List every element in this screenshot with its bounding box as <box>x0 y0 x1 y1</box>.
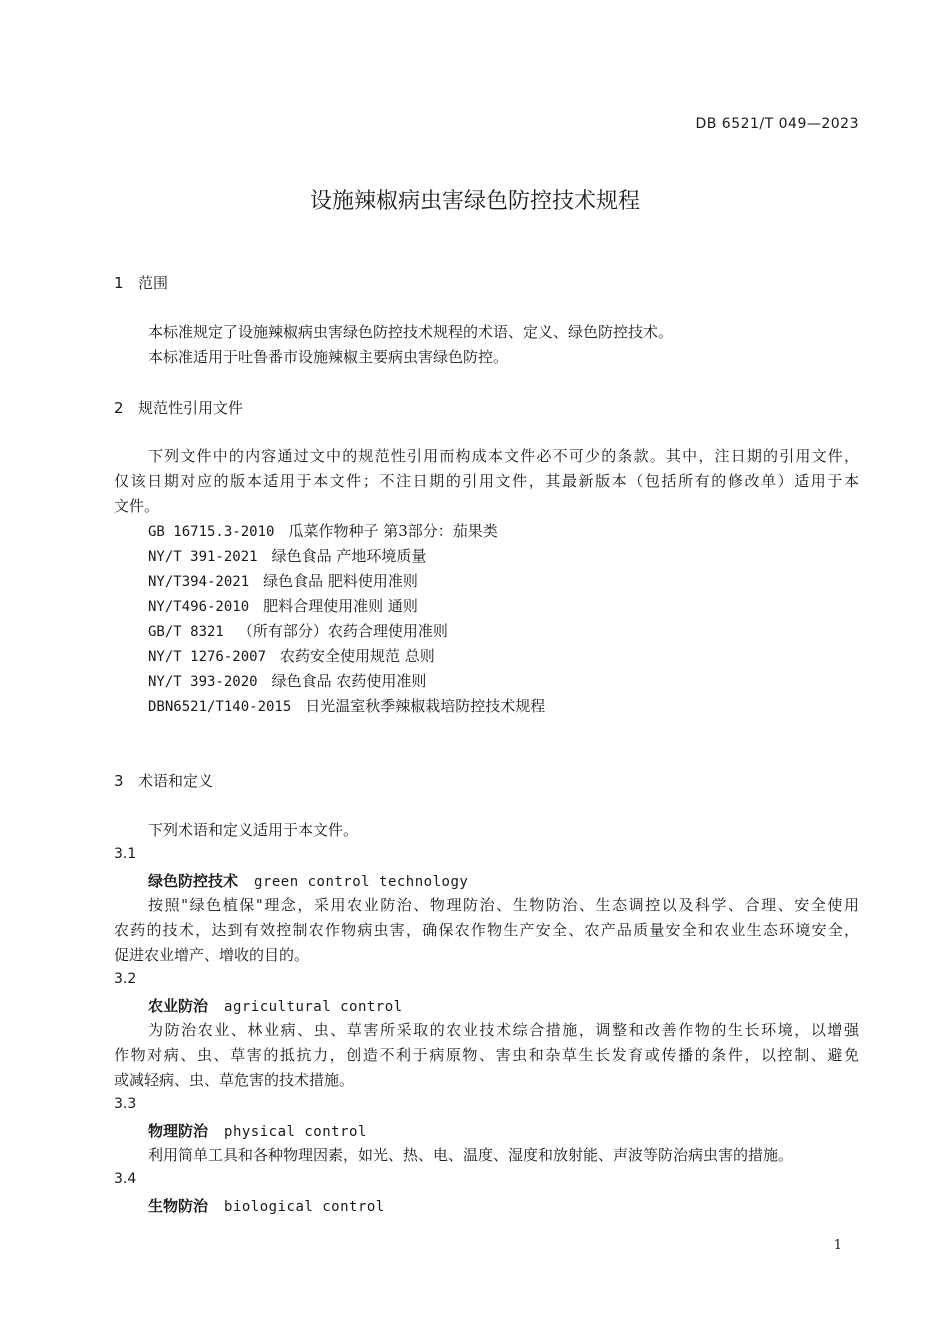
paragraph: 本标准适用于吐鲁番市设施辣椒主要病虫害绿色防控。 <box>148 348 509 366</box>
paragraph-line: 文件。 <box>114 497 160 515</box>
definition-line: 利用简单工具和各种物理因素，如光、热、电、温度、湿度和放射能、声波等防治病虫害的措施。 <box>148 1146 794 1164</box>
section-3-heading <box>114 770 213 791</box>
reference-item <box>148 570 418 591</box>
reference-code: DBN6521/T140-2015 <box>148 699 292 715</box>
term-heading <box>148 1195 385 1216</box>
reference-title: （所有部分）农药合理使用准则 <box>237 622 448 640</box>
reference-code: NY/T 391-2021 <box>148 549 258 565</box>
paragraph-line: 仅该日期对应的版本适用于本文件；不注日期的引用文件，其最新版本（包括所有的修改单）适用于本 <box>114 472 859 490</box>
paragraph: 本标准规定了设施辣椒病虫害绿色防控技术规程的术语、定义、绿色防控技术。 <box>148 323 674 341</box>
section-2-heading <box>114 397 243 418</box>
reference-title: 肥料合理使用准则 通则 <box>263 597 418 615</box>
definition-line: 促进农业增产、增收的目的。 <box>114 946 310 964</box>
definition-line: 为防治农业、林业病、虫、草害所采取的农业技术综合措施，调整和改善作物的生长环境，以增强 <box>148 1021 859 1039</box>
term-en: green control technology <box>254 874 469 890</box>
term-number: 3.4 <box>114 1171 137 1187</box>
reference-item <box>148 695 545 716</box>
reference-code: NY/T496-2010 <box>148 599 250 615</box>
reference-item <box>148 545 426 566</box>
reference-item <box>148 645 435 666</box>
reference-title: 绿色食品 肥料使用准则 <box>263 572 418 590</box>
section-title: 规范性引用文件 <box>138 399 244 417</box>
reference-title: 日光温室秋季辣椒栽培防控技术规程 <box>305 697 546 715</box>
section-title: 范围 <box>138 274 169 292</box>
section-1-heading <box>114 272 168 293</box>
term-heading <box>148 1120 367 1141</box>
reference-code: GB/T 8321 <box>148 624 224 640</box>
reference-title: 瓜菜作物种子 第3部分：茄果类 <box>288 522 498 540</box>
definition-line: 农药的技术，达到有效控制农作物病虫害，确保农作物生产安全、农产品质量安全和农业生态环境安全， <box>114 921 859 939</box>
reference-item <box>148 595 418 616</box>
reference-code: NY/T 1276-2007 <box>148 649 267 665</box>
reference-code: GB 16715.3-2010 <box>148 524 275 540</box>
term-en: biological control <box>224 1199 385 1215</box>
reference-code: NY/T 393-2020 <box>148 674 258 690</box>
document-title: 设施辣椒病虫害绿色防控技术规程 <box>309 189 640 214</box>
reference-item <box>148 670 426 691</box>
reference-item <box>148 520 498 541</box>
term-en: physical control <box>224 1124 367 1140</box>
section-number: 3 <box>114 772 124 790</box>
section-number: 1 <box>114 274 124 292</box>
paragraph-line: 下列文件中的内容通过文中的规范性引用而构成本文件必不可少的条款。其中，注日期的引用文件， <box>148 447 859 465</box>
definition-line: 按照"绿色植保"理念，采用农业防治、物理防治、生物防治、生态调控以及科学、合理、安全使用 <box>148 896 859 914</box>
reference-title: 绿色食品 产地环境质量 <box>271 547 427 565</box>
paragraph: 下列术语和定义适用于本文件。 <box>148 821 359 839</box>
reference-code: NY/T394-2021 <box>148 574 250 590</box>
reference-title: 绿色食品 农药使用准则 <box>271 672 427 690</box>
page-number: 1 <box>833 1238 842 1253</box>
term-number: 3.1 <box>114 846 137 862</box>
reference-title: 农药安全使用规范 总则 <box>280 647 435 665</box>
section-title: 术语和定义 <box>138 772 214 790</box>
reference-item <box>148 620 448 641</box>
term-zh: 生物防治 <box>148 1197 209 1215</box>
section-number: 2 <box>114 399 124 417</box>
term-zh: 物理防治 <box>148 1122 209 1140</box>
term-en: agricultural control <box>224 999 403 1015</box>
term-heading <box>148 870 468 891</box>
document-number: DB 6521/T 049—2023 <box>695 116 859 132</box>
definition-line: 作物对病、虫、草害的抵抗力，创造不利于病原物、害虫和杂草生长发育或传播的条件，以控制、避免 <box>114 1046 859 1064</box>
term-number: 3.3 <box>114 1096 137 1112</box>
term-heading <box>148 995 403 1016</box>
term-zh: 农业防治 <box>148 997 209 1015</box>
term-zh: 绿色防控技术 <box>148 872 239 890</box>
definition-line: 或减轻病、虫、草危害的技术措施。 <box>114 1071 355 1089</box>
term-number: 3.2 <box>114 971 137 987</box>
